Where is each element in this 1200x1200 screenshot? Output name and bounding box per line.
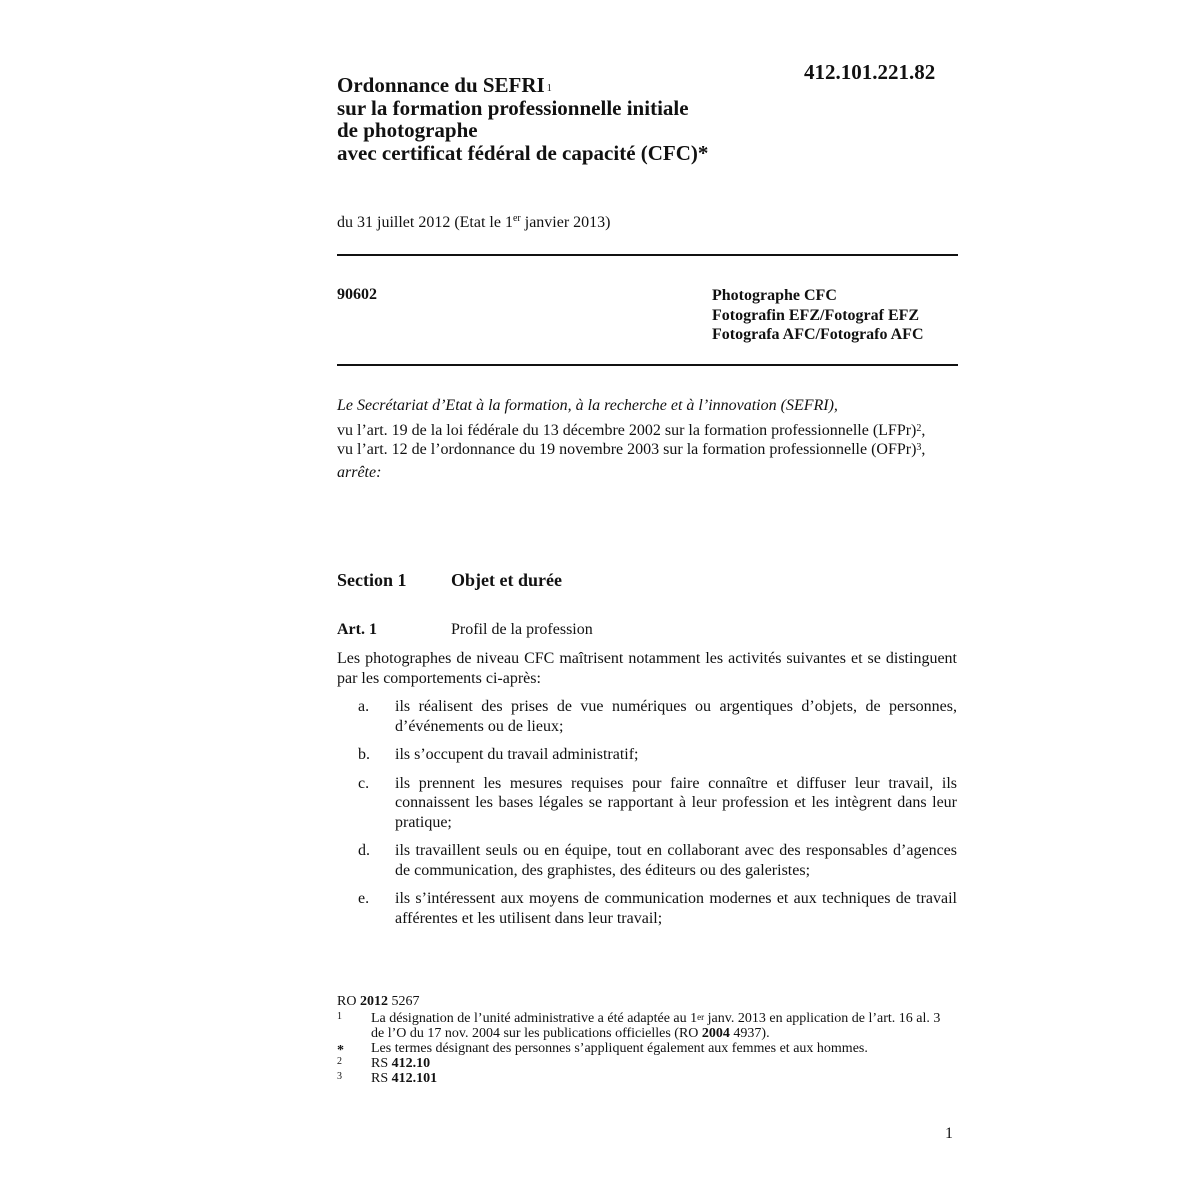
profession-names	[712, 286, 924, 345]
decree-word: arrête:	[337, 463, 382, 481]
section-heading	[337, 570, 562, 591]
footnote-ref-3[interactable]: 3	[916, 442, 922, 453]
date-line: du 31 juillet 2012 (Etat le 1er janvier 2013)	[337, 213, 611, 231]
footnote-1: 1 La désignation de l’unité administrative a été adaptée au 1er janv. 2013 en application de l’art. 16 al. 3 de l’O du 17 nov. 2004 sur les publications officielles (RO 2004 4937).	[337, 1011, 941, 1041]
document-title	[337, 74, 708, 164]
preamble	[337, 396, 937, 482]
footnotes	[337, 994, 957, 1086]
list-item: d. ils travaillent seuls ou en équipe, tout en collaborant avec des responsables d’agences de communication, des graphistes, des éditeurs ou des galeristes;	[358, 842, 957, 879]
legal-basis-2: vu l’art. 12 de l’ordonnance du 19 novembre 2003 sur la formation professionnelle (OFPr)$^3$,	[337, 441, 926, 458]
footnote-2: 2 RS 412.10	[337, 1056, 431, 1071]
footnote-3: 3 RS 412.101	[337, 1071, 438, 1086]
footnote-ref-2[interactable]: 2	[916, 422, 922, 434]
article-number: Art. 1	[337, 621, 377, 638]
footnote-ref-1[interactable]: 1	[546, 83, 552, 94]
profession-name-fr: Photographe CFC	[712, 287, 837, 304]
profession-name-it: Fotografa AFC/Fotografo AFC	[712, 326, 924, 343]
title-line-1: Ordonnance du SEFRI $^1$	[337, 73, 552, 97]
section-title: Objet et durée	[451, 570, 562, 590]
profession-name-de: Fotografin EFZ/Fotograf EFZ	[712, 306, 920, 324]
profession-code: 90602	[337, 286, 377, 303]
section-number: Section 1	[337, 570, 407, 590]
article-intro: Les photographes de niveau CFC maîtrisent notamment les activités suivantes et se distinguent par les comportements ci-après:	[337, 650, 957, 687]
sr-number: 412.101.221.82	[804, 60, 936, 84]
title-line-2: sur la formation professionnelle initiale	[337, 95, 689, 120]
divider-top	[337, 254, 958, 256]
legal-basis-1: vu l’art. 19 de la loi fédérale du 13 décembre 2002 sur la formation professionnelle (LFPr)$^2$,	[337, 421, 926, 439]
article-title: Profil de la profession	[451, 621, 593, 638]
issuing-authority: Le Secrétariat d’Etat à la formation, à la recherche et à l’innovation (SEFRI),	[337, 397, 838, 414]
page-number: 1	[945, 1125, 953, 1142]
list-item: a. ils réalisent des prises de vue numériques ou argentiques d’objets, de personnes, d’événements ou de lieux;	[358, 698, 957, 735]
list-item: c. ils prennent les mesures requises pour faire connaître et diffuser leur travail, ils connaissent les bases légales se rapportant à leur profession et les intègrent dans leur pratique;	[358, 774, 957, 831]
official-collection-ref: RO 2012 5267	[337, 994, 420, 1009]
title-line-3: de photographe	[337, 118, 478, 142]
activity-list	[337, 697, 957, 937]
divider-bottom	[337, 364, 958, 366]
footnote-star: * Les termes désignant des personnes s’appliquent également aux femmes et aux hommes.	[337, 1041, 868, 1058]
list-item: b. ils s’occupent du travail administratif;	[358, 746, 639, 763]
title-line-4: avec certificat fédéral de capacité (CFC)*	[337, 140, 709, 165]
article-heading	[337, 621, 593, 639]
list-item: e. ils s’intéressent aux moyens de communication modernes et aux techniques de travail afférentes et les utilisent dans leur travail;	[358, 890, 957, 927]
